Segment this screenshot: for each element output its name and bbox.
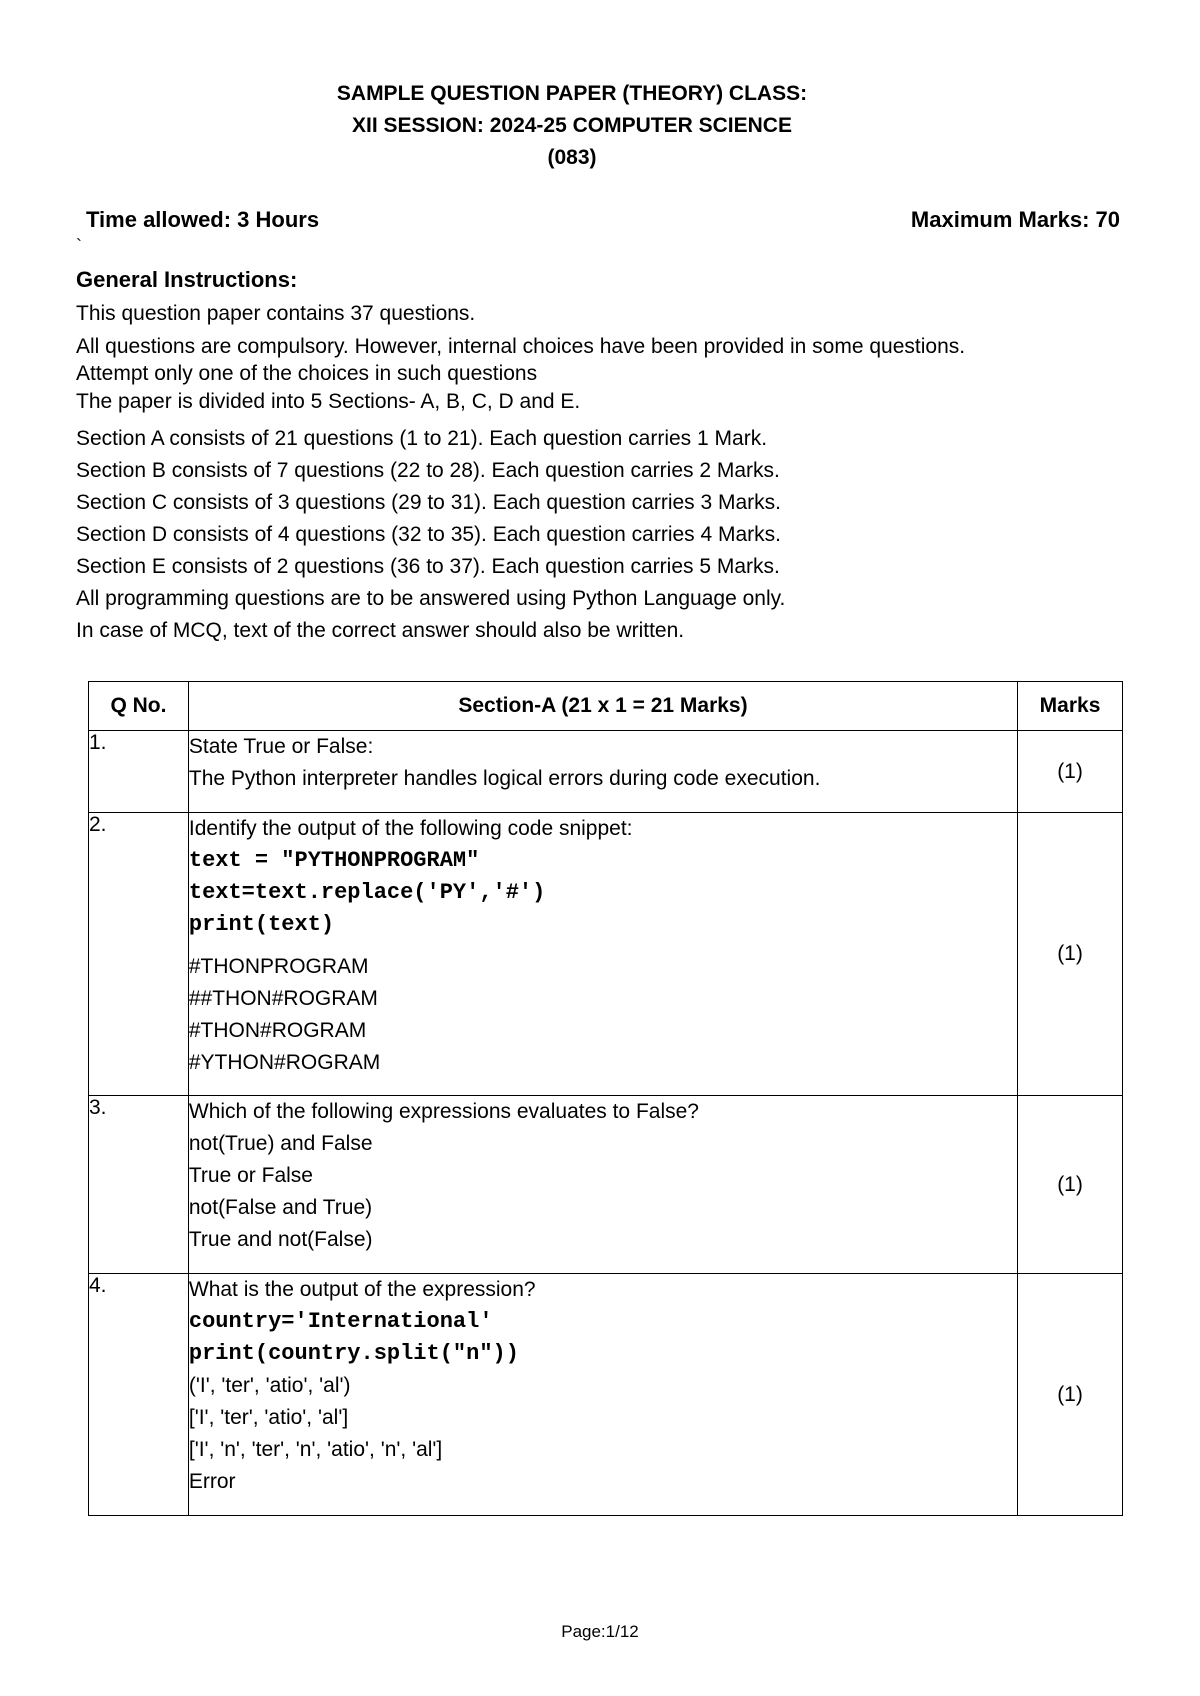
question-number: 4. [89,1274,189,1516]
question-text [188,813,1017,1096]
answer-option: ['I', 'n', 'ter', 'n', 'atio', 'n', 'al'] [188,1438,443,1461]
title-line-3: (083) [547,146,597,169]
instruction-line: The paper is divided into 5 Sections- A, B, C, D and E. [76,390,581,413]
question-marks: (1) [1018,731,1123,813]
question-row-1 [89,731,1123,813]
paper-title [0,78,1144,174]
question-text [188,731,1017,813]
table-header-row [89,682,1123,731]
question-number: 2. [89,813,189,1096]
title-line-1: SAMPLE QUESTION PAPER (THEORY) CLASS: [336,82,808,105]
instruction-line: Section D consists of 4 questions (32 to 35). Each question carries 4 Marks. [76,523,782,546]
question-marks: (1) [1018,1274,1123,1516]
qno-header: Q No. [89,682,189,731]
question-stem: Which of the following expressions evaluates to False? [188,1100,699,1123]
answer-option: ##THON#ROGRAM [188,987,378,1010]
instruction-line: This question paper contains 37 questions. [76,302,476,325]
instruction-line: Section E consists of 2 questions (36 to 37). Each question carries 5 Marks. [76,555,780,578]
question-line: State True or False: [188,735,374,758]
code-line: country='International' [188,1309,493,1334]
answer-option: ['I', 'ter', 'atio', 'al'] [188,1406,349,1429]
question-marks: (1) [1018,1096,1123,1274]
maximum-marks: Maximum Marks: 70 [910,207,1120,232]
answer-option: #YTHON#ROGRAM [188,1051,381,1074]
question-stem: Identify the output of the following code snippet: [188,817,633,840]
question-row-4 [89,1274,1123,1516]
answer-option: True or False [188,1164,313,1187]
answer-option: Error [188,1470,236,1493]
time-allowed: Time allowed: 3 Hours [86,207,320,232]
instruction-line: Section B consists of 7 questions (22 to 28). Each question carries 2 Marks. [76,459,780,482]
answer-option: not(True) and False [188,1132,373,1155]
code-line: text = "PYTHONPROGRAM" [188,848,480,873]
question-row-2 [89,813,1123,1096]
instruction-line: Section A consists of 21 questions (1 to 21). Each question carries 1 Mark. [76,427,768,450]
title-line-2: XII SESSION: 2024-25 COMPUTER SCIENCE [352,114,792,137]
marks-header: Marks [1018,682,1123,731]
question-table [88,681,1123,1516]
instruction-line: Attempt only one of the choices in such questions [76,362,538,385]
stray-mark: ` [76,236,82,256]
instruction-line: In case of MCQ, text of the correct answer should also be written. [76,619,685,642]
question-text [188,1096,1017,1274]
question-stem: What is the output of the expression? [188,1278,536,1301]
code-line: print(text) [188,912,335,937]
instruction-line: All questions are compulsory. However, internal choices have been provided in some questions. [76,335,966,358]
section-header: Section-A (21 x 1 = 21 Marks) [188,682,1017,731]
question-row-3 [89,1096,1123,1274]
code-line: print(country.split("n")) [188,1341,519,1366]
question-text [188,1274,1017,1516]
answer-option: ('I', 'ter', 'atio', 'al') [188,1374,351,1397]
answer-option: #THONPROGRAM [188,955,369,978]
answer-option: not(False and True) [188,1196,373,1219]
question-marks: (1) [1018,813,1123,1096]
instruction-line: Section C consists of 3 questions (29 to 31). Each question carries 3 Marks. [76,491,782,514]
page-number: Page:1/12 [561,1622,639,1641]
answer-option: #THON#ROGRAM [188,1019,367,1042]
code-line: text=text.replace('PY','#') [188,880,546,905]
question-line: The Python interpreter handles logical errors during code execution. [188,767,821,790]
question-number: 1. [89,731,189,813]
general-instructions-heading: General Instructions: [76,267,298,292]
question-number: 3. [89,1096,189,1274]
instruction-line: All programming questions are to be answered using Python Language only. [76,587,786,610]
answer-option: True and not(False) [188,1228,373,1251]
